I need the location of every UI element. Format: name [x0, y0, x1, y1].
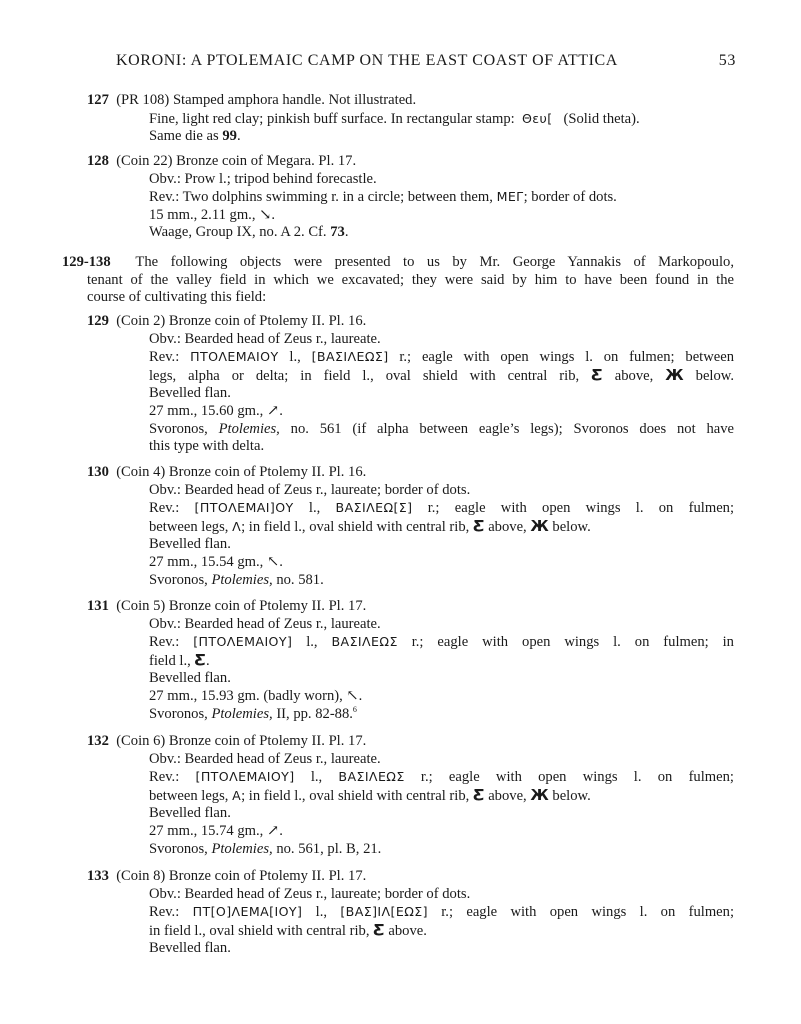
text: II, pp. 82-88.	[276, 705, 353, 722]
die-axis-arrow-icon: ↘.	[259, 206, 276, 223]
catalogue-entry-128	[87, 153, 737, 242]
text: above,	[614, 367, 654, 384]
catalogue-entry-131	[87, 598, 734, 723]
entry-reference	[87, 128, 737, 146]
text: Waage, Group IX, no. A 2. Cf.	[149, 224, 327, 241]
text: Rev.: Two dolphins swimming r. in a circle; between them,	[149, 189, 493, 206]
group-number: 129-138	[62, 254, 111, 270]
text: below.	[552, 518, 591, 535]
text: r.; eagle with open wings l. on fulmen; in	[411, 634, 734, 651]
cross-reference: 99	[222, 128, 237, 145]
monogram-symbol-icon: Ƹ	[472, 516, 485, 535]
measurements	[87, 403, 734, 421]
greek-legend: [ΠΤΟΛΕΜΑΙΟΥ]	[195, 769, 295, 785]
entry-number: 128	[87, 153, 109, 169]
text: below.	[695, 367, 735, 384]
greek-legend: [ΒΑΣ]ΙΛ[ΕΩΣ]	[340, 904, 428, 920]
monogram-symbol-icon: Ж	[530, 785, 549, 804]
text: above,	[488, 518, 527, 535]
text: no. 581.	[276, 571, 324, 588]
entry-number: 130	[87, 464, 109, 480]
flan-note: Bevelled flan.	[149, 940, 231, 957]
monogram-symbol-icon: Ƹ	[591, 365, 603, 384]
entry-title: (Coin 5) Bronze coin of Ptolemy II. Pl. 17.	[116, 598, 367, 614]
text: Rev.:	[149, 500, 180, 517]
running-head-title: KORONI: A PTOLEMAIC CAMP ON THE EAST COAST OF ATTICA	[116, 52, 618, 69]
greek-legend: ΒΑΣΙΛΕΩΣ	[331, 634, 398, 650]
catalogue-entry-133	[87, 868, 734, 958]
catalogue-entry-130	[87, 464, 734, 589]
text: r.; eagle with open wings l. on fulmen; between	[399, 349, 735, 366]
measurements	[87, 554, 734, 572]
entry-title: (Coin 4) Bronze coin of Ptolemy II. Pl. 16.	[116, 464, 367, 480]
text: l.,	[289, 349, 301, 366]
intro-line-1	[62, 254, 734, 272]
text: The following objects were presented to us by Mr. George Yannakis of Markopoulo,	[135, 254, 734, 270]
greek-legend: ΒΑΣΙΛΕΩΣ	[338, 769, 405, 785]
text: above,	[488, 787, 527, 804]
greek-legend: [ΠΤΟΛΕΜΑΙΟΥ]	[193, 634, 293, 650]
reverse-description-cont	[87, 518, 734, 537]
entry-heading	[87, 153, 737, 171]
text: (Solid theta).	[563, 110, 640, 127]
stamp-inscription: Θευ[	[521, 110, 553, 126]
entry-title: (PR 108) Stamped amphora handle. Not illustrated.	[116, 92, 417, 108]
text: Rev.:	[149, 634, 180, 651]
text: r.; eagle with open wings l. on fulmen;	[420, 769, 734, 786]
greek-legend: [ΒΑΣΙΛΕΩΣ]	[311, 349, 389, 365]
text: l.,	[308, 500, 321, 517]
greek-legend: [ΠΤΟΛΕΜΑΙ]ΟΥ	[194, 500, 294, 516]
catalogue-entry-129	[87, 313, 734, 456]
entry-heading	[87, 92, 737, 110]
die-axis-arrow-icon: ↗.	[266, 402, 283, 419]
greek-legend: ΠΤ[Ο]ΛΕΜΑ[ΙΟΥ]	[192, 904, 303, 920]
entry-number: 133	[87, 868, 109, 884]
monogram-symbol-icon: Ƹ	[373, 920, 385, 939]
die-axis-arrow-icon: ↖.	[266, 553, 283, 570]
text: Same die as	[149, 128, 219, 145]
greek-legend: ΜΕΓ	[496, 189, 524, 205]
entry-reference	[87, 572, 734, 590]
entry-reference-cont: this type with delta.	[149, 438, 265, 455]
text: Svoronos,	[149, 571, 208, 588]
text: Rev.:	[149, 769, 180, 786]
text: Rev.:	[149, 904, 180, 921]
page-number: 53	[718, 52, 736, 69]
measurements	[87, 207, 737, 225]
text: Ptolemies,	[218, 420, 280, 437]
monogram-symbol-icon: Ƹ	[472, 785, 485, 804]
reverse-description	[87, 188, 737, 207]
entry-description	[87, 110, 737, 129]
greek-letter: Α	[232, 787, 242, 803]
reverse-description-cont	[87, 367, 734, 386]
entry-reference	[87, 841, 734, 859]
die-axis-arrow-icon: ↗.	[266, 822, 283, 839]
entry-heading	[87, 598, 734, 616]
flan-note: Bevelled flan.	[149, 385, 231, 402]
monogram-symbol-icon: Ƹ	[194, 650, 206, 669]
flan-note: Bevelled flan.	[149, 805, 231, 822]
text: .	[344, 224, 349, 241]
reverse-description-cont	[87, 652, 734, 671]
text: below.	[552, 787, 591, 804]
text: field l.,	[149, 652, 191, 669]
text: 27 mm., 15.74 gm.,	[149, 822, 264, 839]
catalogue-entry-132	[87, 733, 734, 858]
entry-number: 132	[87, 733, 109, 749]
text: Ptolemies,	[211, 571, 273, 588]
entry-number: 127	[87, 92, 109, 108]
text: ; in field l., oval shield with central rib,	[241, 787, 470, 804]
cross-reference: 73	[330, 224, 345, 241]
entry-title: (Coin 6) Bronze coin of Ptolemy II. Pl. 17.	[116, 733, 367, 749]
obverse-description: Obv.: Bearded head of Zeus r., laureate; border of dots.	[149, 481, 471, 498]
text: l.,	[310, 769, 323, 786]
text: 27 mm., 15.54 gm.,	[149, 553, 264, 570]
text: r.; eagle with open wings l. on fulmen;	[441, 904, 735, 921]
measurements	[87, 823, 734, 841]
obverse-description: Obv.: Bearded head of Zeus r., laureate.	[149, 615, 381, 632]
text: Fine, light red clay; pinkish buff surface. In rectangular stamp:	[149, 110, 515, 127]
text: in field l., oval shield with central rib,	[149, 922, 370, 939]
entry-heading	[87, 868, 734, 886]
text: between legs,	[149, 518, 229, 535]
obverse-description: Obv.: Bearded head of Zeus r., laureate; border of dots.	[149, 885, 471, 902]
reverse-description-cont	[87, 922, 734, 941]
text: 27 mm., 15.93 gm. (badly worn),	[149, 687, 343, 704]
greek-legend: ΠΤΟΛΕΜΑΙΟΥ	[190, 349, 279, 365]
text: no. 561, pl. B, 21.	[276, 840, 382, 857]
text: Rev.:	[149, 349, 180, 366]
intro-line-2: tenant of the valley field in which we excavated; they were said by him to have been found in the	[87, 271, 734, 288]
entry-number: 131	[87, 598, 109, 614]
entry-heading	[87, 464, 734, 482]
text: 27 mm., 15.60 gm.,	[149, 402, 264, 419]
text: above.	[388, 922, 427, 939]
text: Ptolemies,	[211, 705, 273, 722]
flan-note: Bevelled flan.	[149, 670, 231, 687]
text: Ptolemies,	[211, 840, 273, 857]
group-introduction	[62, 254, 734, 307]
text: l.,	[306, 634, 318, 651]
entry-title: (Coin 2) Bronze coin of Ptolemy II. Pl. 16.	[116, 313, 367, 329]
entry-heading	[87, 733, 734, 751]
text: r.; eagle with open wings l. on fulmen;	[427, 500, 735, 517]
text: .	[236, 128, 241, 145]
text: ; border of dots.	[523, 189, 617, 206]
reverse-description	[87, 633, 734, 652]
monogram-symbol-icon: Ж	[665, 365, 684, 384]
entry-reference	[87, 706, 734, 724]
monogram-symbol-icon: Ж	[530, 516, 549, 535]
reverse-description	[87, 348, 734, 367]
entry-reference	[87, 421, 734, 439]
text: no. 561 (if alpha between eagle’s legs); Svoronos does not have	[290, 420, 734, 437]
text: ; in field l., oval shield with central rib,	[241, 518, 470, 535]
intro-line-3: course of cultivating this field:	[87, 289, 267, 306]
flan-note: Bevelled flan.	[149, 536, 231, 553]
text: legs, alpha or delta; in field l., oval shield with central rib,	[149, 367, 580, 384]
entry-title: (Coin 22) Bronze coin of Megara. Pl. 17.	[116, 153, 357, 169]
die-axis-arrow-icon: ↖.	[346, 687, 363, 704]
text: Svoronos,	[149, 840, 208, 857]
entry-heading	[87, 313, 734, 331]
obverse-description: Obv.: Prow l.; tripod behind forecastle.	[149, 170, 377, 187]
text: Svoronos,	[149, 705, 208, 722]
entry-reference	[87, 224, 737, 242]
reverse-description	[87, 768, 734, 787]
greek-letter: Λ	[232, 518, 242, 534]
reverse-description	[87, 903, 734, 922]
reverse-description	[87, 499, 734, 518]
measurements	[87, 688, 734, 706]
catalogue-entry-127	[87, 92, 737, 146]
text: .	[206, 652, 210, 669]
obverse-description: Obv.: Bearded head of Zeus r., laureate.	[149, 750, 381, 767]
entry-number: 129	[87, 313, 109, 329]
greek-legend: ΒΑΣΙΛΕΩ[Σ]	[335, 500, 413, 516]
footnote-marker: 6	[352, 704, 357, 714]
text: between legs,	[149, 787, 229, 804]
text: Svoronos,	[149, 420, 208, 437]
text: 15 mm., 2.11 gm.,	[149, 206, 256, 223]
text: l.,	[315, 904, 328, 921]
obverse-description: Obv.: Bearded head of Zeus r., laureate.	[149, 330, 381, 347]
reverse-description-cont	[87, 787, 734, 806]
entry-title: (Coin 8) Bronze coin of Ptolemy II. Pl. 17.	[116, 868, 367, 884]
